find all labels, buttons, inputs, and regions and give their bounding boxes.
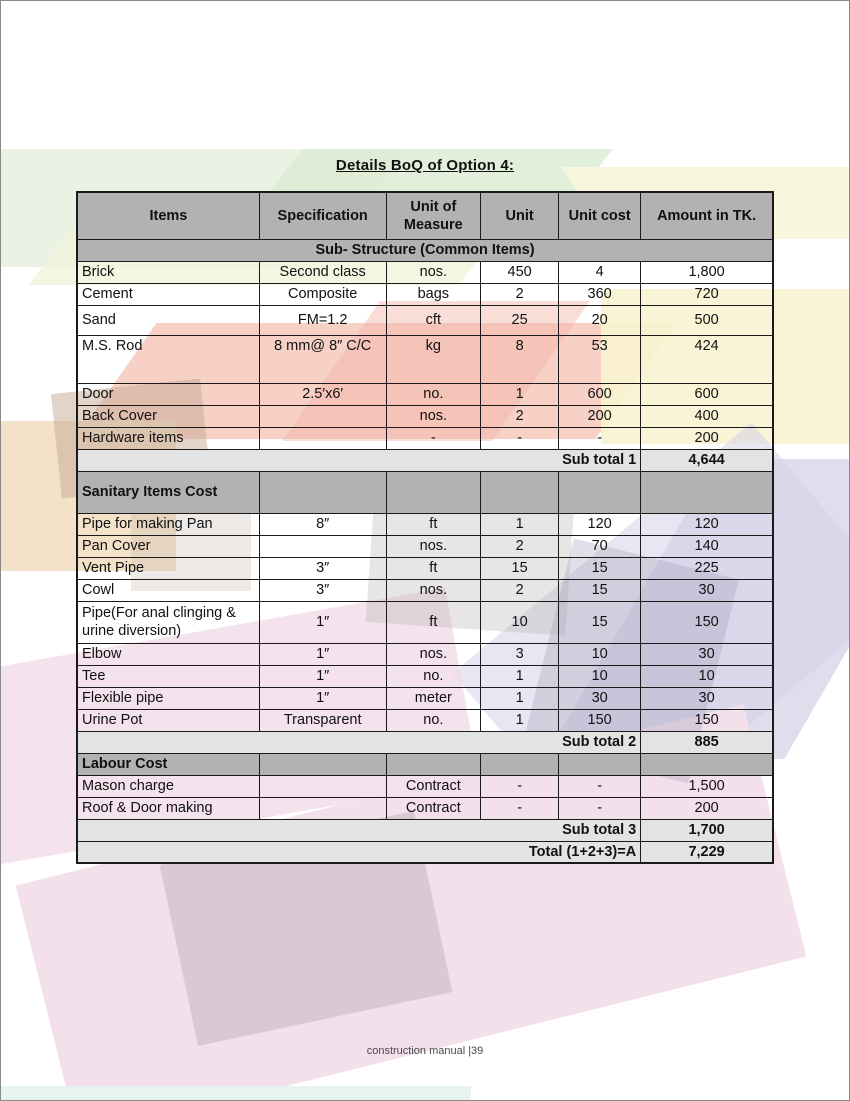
subtotal-value: 885 [641,731,773,753]
cell: 1″ [259,643,386,665]
cell: 1,800 [641,261,773,283]
col-header: Amount in TK. [641,192,773,239]
page-title: Details BoQ of Option 4: [335,157,515,174]
cell: 10 [481,601,559,643]
cell: 1 [481,383,559,405]
cell: 10 [641,665,773,687]
cell: 25 [481,305,559,335]
cell: nos. [386,405,481,427]
cell: meter [386,687,481,709]
cell: 53 [559,335,641,383]
col-header: Unit of Measure [386,192,481,239]
cell: 424 [641,335,773,383]
cell: 30 [641,579,773,601]
section-cell [386,753,481,775]
cell: Urine Pot [77,709,259,731]
cell: nos. [386,261,481,283]
cell: no. [386,383,481,405]
table-row [77,513,773,535]
cell: 500 [641,305,773,335]
cell: - [481,775,559,797]
cell [259,535,386,557]
subtotal-value: 4,644 [641,449,773,471]
table-header-row [77,192,773,239]
cell: 140 [641,535,773,557]
cell: Brick [77,261,259,283]
cell: 2 [481,405,559,427]
cell: FM=1.2 [259,305,386,335]
section-title: Labour Cost [77,753,259,775]
cell: 2 [481,579,559,601]
cell: 360 [559,283,641,305]
cell: ft [386,601,481,643]
cell: 200 [641,797,773,819]
cell: Cement [77,283,259,305]
cell [259,427,386,449]
cell: Contract [386,775,481,797]
cell: 15 [559,579,641,601]
total-value: 7,229 [641,841,773,863]
subtotal-row [77,731,773,753]
subtotal-row [77,449,773,471]
total-row [77,841,773,863]
cell: - [481,427,559,449]
cell: nos. [386,535,481,557]
table-row [77,579,773,601]
cell: 3″ [259,579,386,601]
cell: 8 mm@ 8″ C/C [259,335,386,383]
cell: 10 [559,665,641,687]
cell: - [559,427,641,449]
cell: nos. [386,579,481,601]
cell: Cowl [77,579,259,601]
table-row [77,427,773,449]
cell: Elbow [77,643,259,665]
cell: 8″ [259,513,386,535]
cell: Tee [77,665,259,687]
cell: 400 [641,405,773,427]
cell: 150 [641,709,773,731]
table-row [77,535,773,557]
cell: Sand [77,305,259,335]
section-cell [641,753,773,775]
cell: 70 [559,535,641,557]
cell: 30 [559,687,641,709]
cell: Vent Pipe [77,557,259,579]
subtotal-row [77,819,773,841]
cell: 600 [641,383,773,405]
boq-table [76,191,774,864]
table-row [77,643,773,665]
cell: Composite [259,283,386,305]
col-header: Unit cost [559,192,641,239]
table-row [77,601,773,643]
cell: 1″ [259,687,386,709]
table-row [77,665,773,687]
table-row [77,383,773,405]
cell: Pipe for making Pan [77,513,259,535]
cell: 3 [481,643,559,665]
cell: Back Cover [77,405,259,427]
table-row [77,305,773,335]
cell: 1 [481,513,559,535]
cell: Hardware items [77,427,259,449]
col-header: Unit [481,192,559,239]
cell: 30 [641,643,773,665]
cell: Second class [259,261,386,283]
cell: Pipe(For anal clinging & urine diversion) [77,601,259,643]
cell: - [481,797,559,819]
cell: cft [386,305,481,335]
cell: no. [386,665,481,687]
cell: 30 [641,687,773,709]
table-row [77,261,773,283]
section-cell [559,471,641,513]
cell: 10 [559,643,641,665]
cell: 200 [641,427,773,449]
col-header: Items [77,192,259,239]
cell: Transparent [259,709,386,731]
cell [259,797,386,819]
cell: 2 [481,535,559,557]
cell [259,775,386,797]
cell: 1 [481,709,559,731]
cell: Door [77,383,259,405]
table-row [77,797,773,819]
section-header-row [77,471,773,513]
table-row [77,687,773,709]
cell: 15 [481,557,559,579]
page-footer: construction manual |39 [366,1045,484,1057]
cell: 120 [559,513,641,535]
section-cell [481,471,559,513]
cell: 720 [641,283,773,305]
cell: 450 [481,261,559,283]
cell [259,405,386,427]
cell: 3″ [259,557,386,579]
section-cell [259,471,386,513]
section-cell [559,753,641,775]
table-row [77,283,773,305]
cell: 1,500 [641,775,773,797]
cell: M.S. Rod [77,335,259,383]
cell: 1 [481,665,559,687]
section-title: Sanitary Items Cost [77,471,259,513]
page-content [1,1,849,1100]
section-title: Sub- Structure (Common Items) [77,239,773,261]
col-header: Specification [259,192,386,239]
cell: 600 [559,383,641,405]
table-row [77,335,773,383]
cell: 20 [559,305,641,335]
cell: ft [386,557,481,579]
cell: 1″ [259,601,386,643]
cell: 1″ [259,665,386,687]
cell: 15 [559,601,641,643]
total-label: Total (1+2+3)=A [77,841,641,863]
cell: kg [386,335,481,383]
subtotal-label: Sub total 2 [77,731,641,753]
cell: ft [386,513,481,535]
cell: Contract [386,797,481,819]
subtotal-value: 1,700 [641,819,773,841]
cell: 4 [559,261,641,283]
cell: 8 [481,335,559,383]
table-row [77,557,773,579]
cell: Roof & Door making [77,797,259,819]
section-header-row [77,753,773,775]
section-cell [641,471,773,513]
table-row [77,775,773,797]
cell: 120 [641,513,773,535]
table-row [77,405,773,427]
subtotal-label: Sub total 1 [77,449,641,471]
table-row [77,709,773,731]
cell: nos. [386,643,481,665]
subtotal-label: Sub total 3 [77,819,641,841]
section-cell [481,753,559,775]
cell: Flexible pipe [77,687,259,709]
cell: 1 [481,687,559,709]
cell: 200 [559,405,641,427]
cell: 150 [559,709,641,731]
cell: 225 [641,557,773,579]
cell: Mason charge [77,775,259,797]
cell: Pan Cover [77,535,259,557]
section-cell [259,753,386,775]
cell: - [559,797,641,819]
cell: - [386,427,481,449]
cell: 2.5′x6′ [259,383,386,405]
cell: 2 [481,283,559,305]
section-cell [386,471,481,513]
cell: 15 [559,557,641,579]
section-header-row [77,239,773,261]
cell: - [559,775,641,797]
cell: 150 [641,601,773,643]
cell: bags [386,283,481,305]
cell: no. [386,709,481,731]
